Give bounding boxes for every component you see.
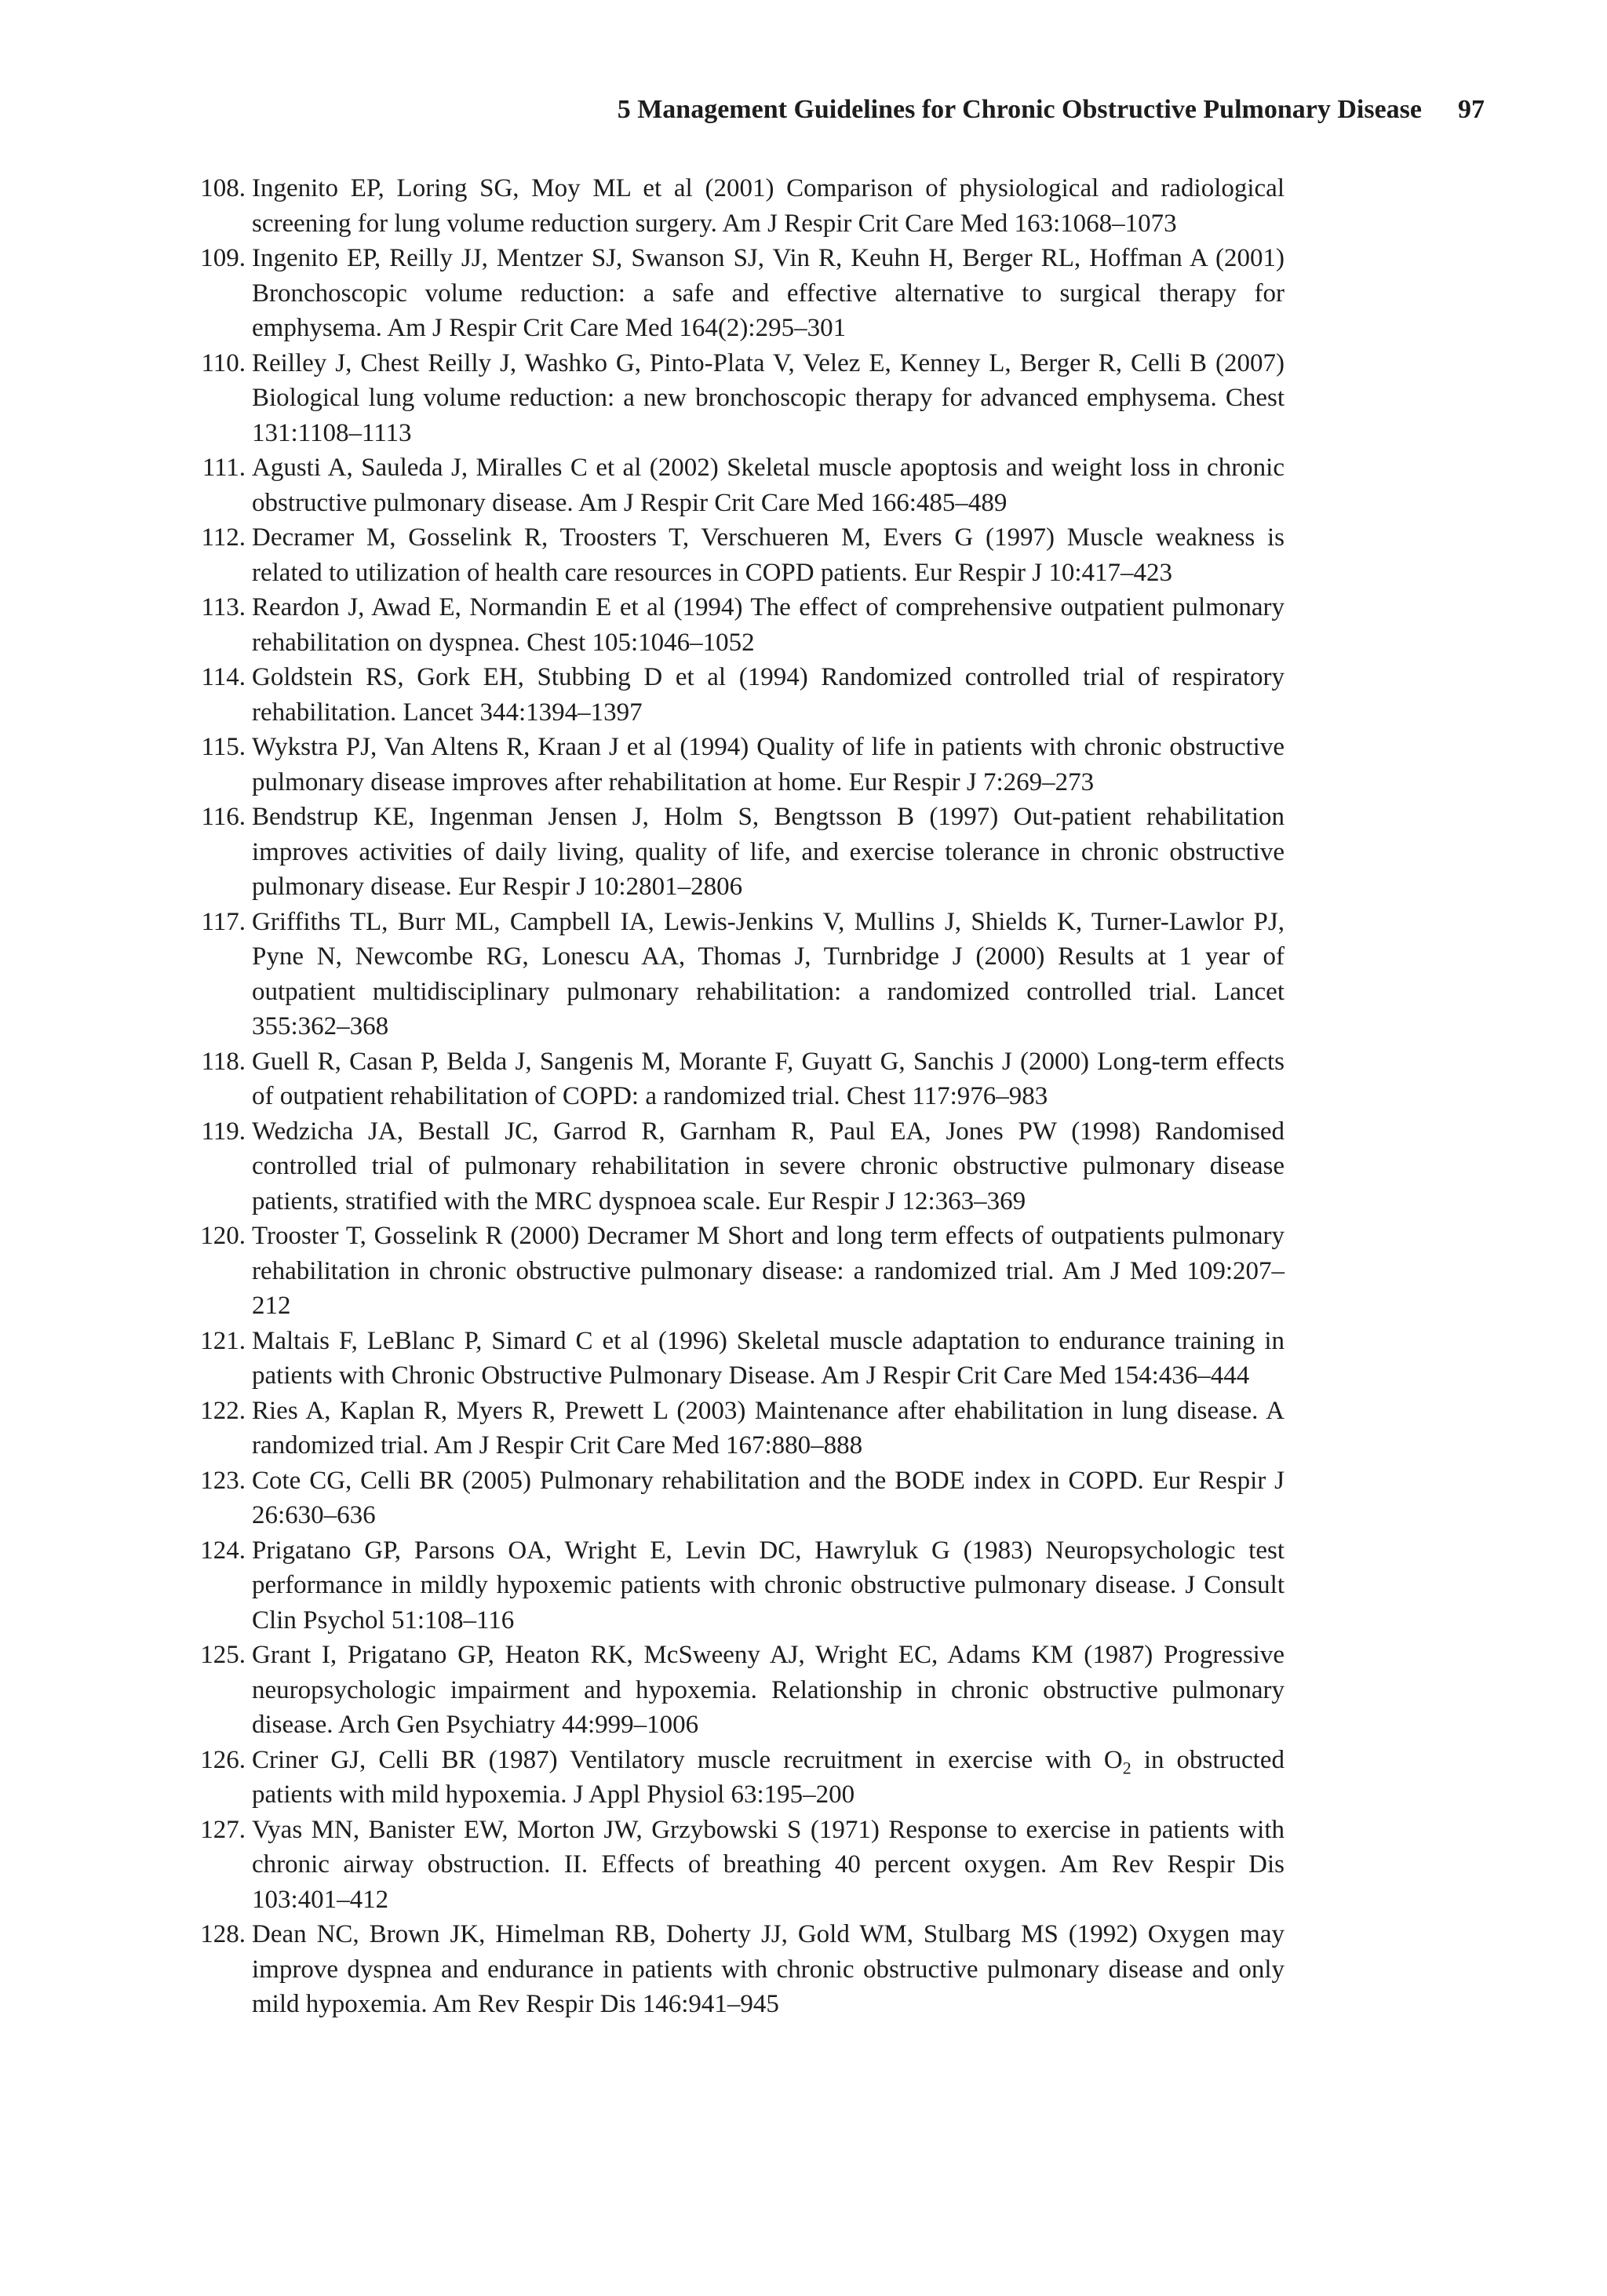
reference-number: 110.: [201, 348, 246, 377]
reference-text: Maltais F, LeBlanc P, Simard C et al (1996) Skeletal muscle adaptation to endurance training in patients with Chronic Obstructive Pulmonary Disease. Am J Respir Crit Care Med 154:436–444: [252, 1326, 1285, 1390]
reference-text: Reardon J, Awad E, Normandin E et al (1994) The effect of comprehensive outpatient pulmonary rehabilitation on dyspnea. Chest 105:1046–1052: [252, 593, 1285, 657]
reference-item: [186, 1533, 1285, 1638]
reference-item: [186, 241, 1285, 346]
reference-text: Ingenito EP, Loring SG, Moy ML et al (2001) Comparison of physiological and radiological screening for lung volume reduction surgery. Am J Respir Crit Care Med 163:1068–1073: [252, 174, 1285, 238]
reference-item: [186, 660, 1285, 730]
reference-text: Bendstrup KE, Ingenman Jensen J, Holm S, Bengtsson B (1997) Out-patient rehabilitation improves activities of daily living, quality of life, and exercise tolerance in chronic obstructive pulmonary disease. Eur Respir J 10:2801–2806: [252, 803, 1285, 901]
reference-item: [186, 1324, 1285, 1394]
reference-number: 111.: [202, 454, 246, 482]
reference-number: 126.: [200, 1745, 246, 1774]
reference-number: 118.: [201, 1047, 246, 1076]
reference-text-part: Criner GJ, Celli BR (1987) Ventilatory muscle recruitment in exercise with O: [252, 1745, 1123, 1774]
reference-number: 119.: [201, 1117, 246, 1146]
reference-item: [186, 450, 1285, 520]
reference-number: 109.: [200, 244, 246, 272]
reference-text: Wykstra PJ, Van Altens R, Kraan J et al (1994) Quality of life in patients with chronic obstructive pulmonary disease improves after rehabilitation at home. Eur Respir J 7:269–273: [252, 733, 1285, 796]
reference-text: Wedzicha JA, Bestall JC, Garrod R, Garnham R, Paul EA, Jones PW (1998) Randomised controlled trial of pulmonary rehabilitation in severe chronic obstructive pulmonary disease patients, stratified with the MRC dyspnoea scale. Eur Respir J 12:363–369: [252, 1117, 1285, 1215]
reference-text-part: in obstructed patients with mild hypoxemia. J Appl Physiol 63:195–200: [252, 1745, 1285, 1809]
reference-text: [252, 1743, 1285, 1813]
running-head: [196, 93, 1485, 127]
reference-item: [186, 520, 1285, 590]
reference-number: 121.: [200, 1326, 246, 1355]
reference-list: [186, 171, 1285, 2022]
reference-text: Prigatano GP, Parsons OA, Wright E, Levin DC, Hawryluk G (1983) Neuropsychologic test performance in mildly hypoxemic patients with chronic obstructive pulmonary disease. J Consult Clin Psychol 51:108–116: [252, 1536, 1285, 1635]
running-title: 5 Management Guidelines for Chronic Obstructive Pulmonary Disease: [617, 95, 1422, 124]
reference-text: Ingenito EP, Reilly JJ, Mentzer SJ, Swanson SJ, Vin R, Keuhn H, Berger RL, Hoffman A (2001) Bronchoscopic volume reduction: a safe and effective alternative to surgical therapy for emphysema. Am J Respir Crit Care Med 164(2):295–301: [252, 244, 1285, 342]
reference-number: 128.: [200, 1920, 246, 1948]
reference-item: [186, 1743, 1285, 1813]
reference-item: [186, 1638, 1285, 1743]
reference-item: [186, 346, 1285, 451]
reference-text: Trooster T, Gosselink R (2000) Decramer M Short and long term effects of outpatients pulmonary rehabilitation in chronic obstructive pulmonary disease: a randomized trial. Am J Med 109:207–212: [252, 1222, 1285, 1320]
reference-text: Cote CG, Celli BR (2005) Pulmonary rehabilitation and the BODE index in COPD. Eur Respir J 26:630–636: [252, 1466, 1285, 1529]
reference-number: 116.: [201, 803, 246, 831]
reference-text: Griffiths TL, Burr ML, Campbell IA, Lewis-Jenkins V, Mullins J, Shields K, Turner-Lawlor PJ, Pyne N, Newcombe RG, Lonescu AA, Thomas J, Turnbridge J (2000) Results at 1 year of outpatient multidisciplinary pulmonary rehabilitation: a randomized controlled trial. Lancet 355:362–368: [252, 907, 1285, 1040]
reference-item: [186, 1813, 1285, 1918]
reference-item: [186, 905, 1285, 1044]
reference-number: 115.: [201, 733, 246, 761]
reference-number: 113.: [201, 593, 246, 621]
reference-text: Grant I, Prigatano GP, Heaton RK, McSweeny AJ, Wright EC, Adams KM (1987) Progressive neuropsychologic impairment and hypoxemia. Relationship in chronic obstructive pulmonary disease. Arch Gen Psychiatry 44:999–1006: [252, 1641, 1285, 1739]
reference-number: 125.: [200, 1641, 246, 1669]
reference-item: [186, 730, 1285, 800]
reference-item: [186, 1219, 1285, 1324]
reference-number: 114.: [201, 663, 246, 691]
reference-number: 127.: [200, 1815, 246, 1844]
reference-item: [186, 1394, 1285, 1463]
reference-item: [186, 1917, 1285, 2022]
reference-item: [186, 1114, 1285, 1219]
reference-number: 123.: [200, 1466, 246, 1495]
reference-text: Vyas MN, Banister EW, Morton JW, Grzybowski S (1971) Response to exercise in patients with chronic airway obstruction. II. Effects of breathing 40 percent oxygen. Am Rev Respir Dis 103:401–412: [252, 1815, 1285, 1914]
reference-item: [186, 1044, 1285, 1114]
reference-number: 108.: [200, 174, 246, 202]
oxygen-subscript: 2: [1122, 1758, 1131, 1778]
reference-text: Reilley J, Chest Reilly J, Washko G, Pinto-Plata V, Velez E, Kenney L, Berger R, Celli B (2007) Biological lung volume reduction: a new bronchoscopic therapy for advanced emphysema. Chest 131:1108–1113: [252, 348, 1285, 447]
reference-text: Ries A, Kaplan R, Myers R, Prewett L (2003) Maintenance after ehabilitation in lung disease. A randomized trial. Am J Respir Crit Care Med 167:880–888: [252, 1396, 1285, 1460]
reference-number: 112.: [201, 523, 246, 552]
reference-text: Goldstein RS, Gork EH, Stubbing D et al (1994) Randomized controlled trial of respiratory rehabilitation. Lancet 344:1394–1397: [252, 663, 1285, 727]
reference-item: [186, 1463, 1285, 1533]
reference-text: Agusti A, Sauleda J, Miralles C et al (2002) Skeletal muscle apoptosis and weight loss in chronic obstructive pulmonary disease. Am J Respir Crit Care Med 166:485–489: [252, 454, 1285, 517]
page-number: 97: [1458, 95, 1485, 124]
reference-item: [186, 800, 1285, 905]
reference-text: Guell R, Casan P, Belda J, Sangenis M, Morante F, Guyatt G, Sanchis J (2000) Long-term effects of outpatient rehabilitation of COPD: a randomized trial. Chest 117:976–983: [252, 1047, 1285, 1110]
reference-number: 117.: [201, 907, 246, 936]
reference-number: 120.: [200, 1222, 246, 1250]
reference-item: [186, 590, 1285, 660]
reference-number: 124.: [200, 1536, 246, 1565]
reference-text: Dean NC, Brown JK, Himelman RB, Doherty JJ, Gold WM, Stulbarg MS (1992) Oxygen may improve dyspnea and endurance in patients with chronic obstructive pulmonary disease and only mild hypoxemia. Am Rev Respir Dis 146:941–945: [252, 1920, 1285, 2018]
reference-item: [186, 171, 1285, 241]
reference-text: Decramer M, Gosselink R, Troosters T, Verschueren M, Evers G (1997) Muscle weakness is related to utilization of health care resources in COPD patients. Eur Respir J 10:417–423: [252, 523, 1285, 587]
reference-number: 122.: [200, 1396, 246, 1425]
